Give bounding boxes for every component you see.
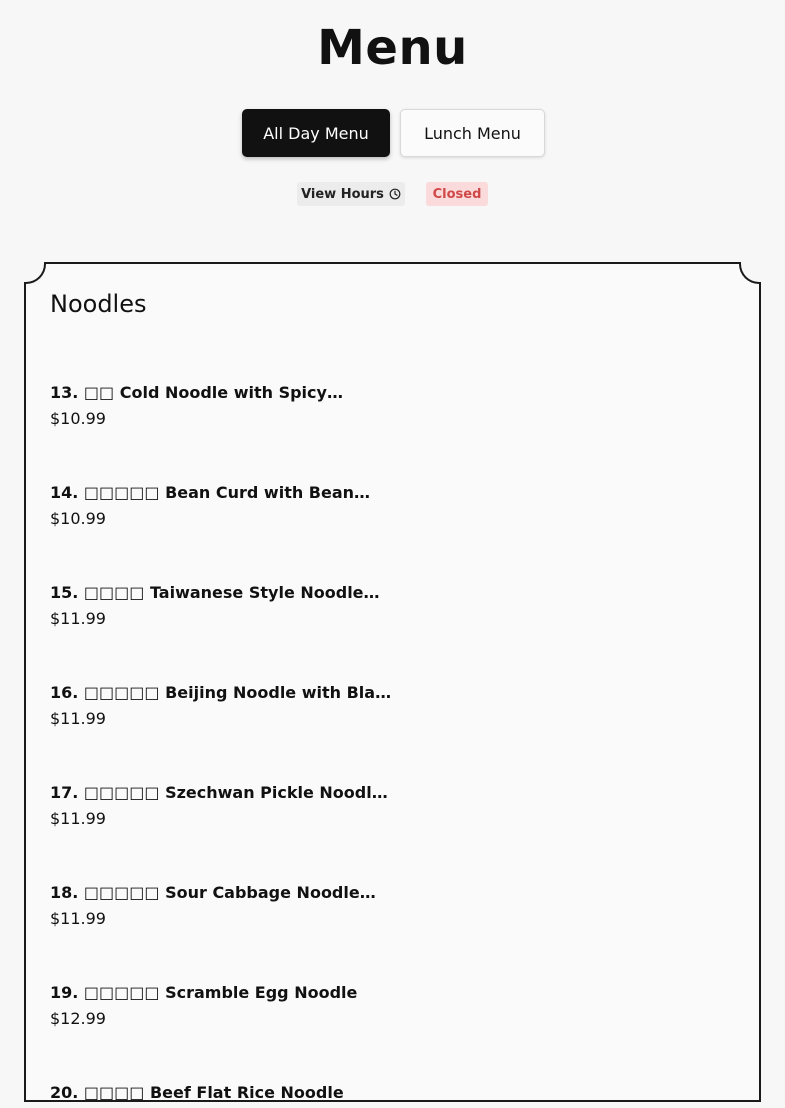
tab-lunch-menu[interactable]: Lunch Menu	[400, 109, 545, 157]
corner-decoration	[24, 262, 46, 284]
menu-item[interactable]	[50, 482, 371, 530]
menu-item-price: $11.99	[50, 609, 106, 628]
corner-decoration	[739, 262, 761, 284]
status-badge: Closed	[426, 182, 488, 206]
menu-item-price: $11.99	[50, 909, 106, 928]
menu-item-name: 13. □□ Cold Noodle with Spicy…	[50, 383, 343, 402]
clock-icon	[389, 188, 401, 200]
menu-item-name: 19. □□□□□ Scramble Egg Noodle	[50, 983, 358, 1002]
menu-item[interactable]	[50, 982, 358, 1030]
menu-item-name: 18. □□□□□ Sour Cabbage Noodle…	[50, 883, 376, 902]
view-hours-label: View Hours	[301, 186, 384, 202]
menu-item-name: 15. □□□□ Taiwanese Style Noodle…	[50, 583, 380, 602]
menu-item[interactable]	[50, 382, 350, 430]
tab-all-day-menu[interactable]: All Day Menu	[242, 109, 390, 157]
view-hours-button[interactable]	[297, 182, 405, 206]
menu-item-price: $11.99	[50, 809, 106, 828]
menu-item-name: 16. □□□□□ Beijing Noodle with Bla…	[50, 683, 392, 702]
menu-item[interactable]	[50, 782, 388, 830]
menu-section-card	[24, 262, 761, 1102]
menu-item-price: $10.99	[50, 409, 106, 428]
menu-item[interactable]	[50, 1082, 350, 1108]
page-title: Menu	[317, 20, 468, 76]
menu-item-name: 14. □□□□□ Bean Curd with Bean…	[50, 483, 371, 502]
menu-item[interactable]	[50, 582, 380, 630]
menu-item[interactable]	[50, 682, 392, 730]
menu-item-name: 17. □□□□□ Szechwan Pickle Noodl…	[50, 783, 388, 802]
section-title: Noodles	[50, 290, 147, 318]
menu-item-name: 20. □□□□ Beef Flat Rice Noodle	[50, 1083, 344, 1102]
menu-item[interactable]	[50, 882, 376, 930]
menu-item-price: $11.99	[50, 709, 106, 728]
menu-item-price: $10.99	[50, 509, 106, 528]
menu-item-price: $12.99	[50, 1009, 106, 1028]
